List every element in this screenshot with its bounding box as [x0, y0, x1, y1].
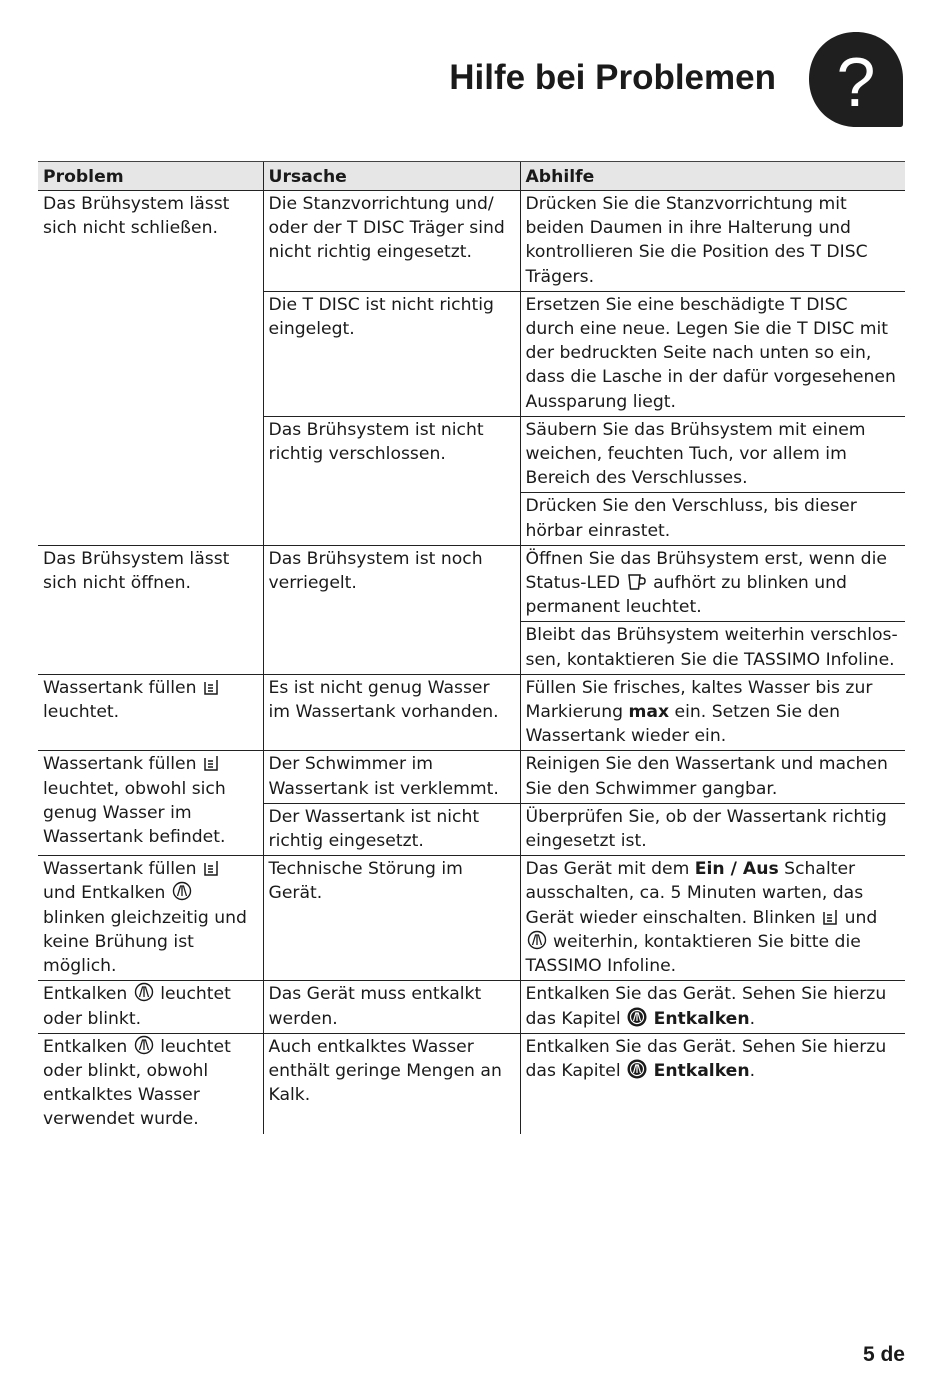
remedy-cell: Überprüfen Sie, ob der Wassertank richtig eingesetzt ist. [520, 803, 905, 855]
problem-text: Wassertank füllen [43, 754, 197, 775]
water-tank-icon [203, 859, 219, 877]
table-row [38, 191, 905, 292]
page-title: Hilfe bei Problemen [449, 58, 776, 97]
remedy-cell: Bleibt das Brühsystem weiterhin verschlos- sen, kontaktieren Sie die TASSIMO Infoline. [520, 622, 905, 674]
cause-cell: Das Brühsystem ist noch verriegelt. [263, 545, 520, 674]
remedy-cell: Säubern Sie das Brühsystem mit einem weichen, feuchten Tuch, vor allem im Bereich des Verschlusses. [520, 416, 905, 493]
remedy-cell [520, 545, 905, 622]
remedy-cell [520, 856, 905, 981]
problem-text: leuchtet oder blinkt. [43, 984, 231, 1029]
cause-cell: Das Brühsystem ist nicht richtig verschlossen. [263, 416, 520, 545]
descale-filled-icon [627, 1007, 647, 1027]
cause-cell: Die Stanzvorrichtung und/ oder der T DISC Träger sind nicht richtig eingesetzt. [263, 191, 520, 292]
header-cause: Ursache [263, 162, 520, 191]
question-badge-symbol: ? [836, 43, 876, 121]
table-row [38, 981, 905, 1033]
cause-cell: Die T DISC ist nicht richtig eingelegt. [263, 291, 520, 416]
remedy-text: ein. Setzen Sie den Wassertank wieder ein. [525, 702, 840, 747]
remedy-text: Füllen Sie frisches, kaltes Wasser bis zur Markierung [525, 677, 873, 723]
remedy-text: weiterhin, kontaktieren Sie bitte die TASSIMO Infoline. [525, 931, 861, 977]
remedy-text: Entkalken Sie das Gerät. Sehen Sie hierzu das Kapitel [525, 1036, 887, 1081]
table-row [38, 674, 905, 751]
problem-text: leuchtet. [43, 702, 120, 723]
remedy-text: aufhört zu blinken und permanent leuchtet. [525, 573, 847, 618]
remedy-emphasis: max [628, 702, 670, 723]
problem-text: Entkalken [43, 984, 128, 1005]
problem-cell [38, 981, 263, 1033]
problem-cell [38, 674, 263, 751]
cause-cell: Technische Störung im Gerät. [263, 856, 520, 981]
cause-cell: Auch entkalktes Wasser enthält geringe Mengen an Kalk. [263, 1033, 520, 1133]
remedy-cell: Reinigen Sie den Wassertank und machen Sie den Schwimmer gangbar. [520, 751, 905, 803]
remedy-cell: Drücken Sie die Stanzvorrichtung mit beiden Daumen in ihre Halterung und kontrollieren Sie die Position des T DISC Trägers. [520, 191, 905, 292]
page-number: 5 de [862, 1343, 905, 1366]
descale-icon [527, 930, 547, 950]
problem-cell [38, 856, 263, 981]
water-tank-icon [203, 754, 219, 772]
remedy-text: und [844, 907, 878, 928]
problem-text: Entkalken [43, 1036, 128, 1057]
problem-cell: Das Brühsystem lässt sich nicht öffnen. [38, 545, 263, 674]
remedy-cell [520, 674, 905, 751]
remedy-cell [520, 1033, 905, 1133]
remedy-cell: Drücken Sie den Verschluss, bis dieser hörbar einrastet. [520, 493, 905, 545]
question-badge-icon [808, 31, 904, 128]
remedy-text: Das Gerät mit dem [525, 859, 690, 880]
remedy-text: Schalter ausschalten, ca. 5 Minuten warten, das Gerät wieder einschalten. Blinken [525, 859, 864, 928]
table-row [38, 545, 905, 622]
cause-cell: Der Schwimmer im Wassertank ist verklemmt. [263, 751, 520, 803]
chapter-reference: Entkalken [653, 1008, 750, 1029]
problem-cell [38, 1033, 263, 1133]
remedy-emphasis: Ein / Aus [694, 859, 779, 880]
table-row [38, 751, 905, 803]
problem-text: Wassertank füllen [43, 859, 197, 880]
water-tank-icon [203, 678, 219, 696]
problem-text: Wassertank füllen [43, 677, 197, 698]
table-header-row [38, 162, 905, 191]
problem-cell: Das Brühsystem lässt sich nicht schließen. [38, 191, 263, 546]
problem-text: leuchtet, obwohl sich genug Wasser im Wassertank befindet. [43, 778, 226, 848]
header-problem: Problem [38, 162, 263, 191]
remedy-cell [520, 981, 905, 1033]
troubleshooting-table [38, 161, 905, 1134]
problem-text: und Entkalken [43, 883, 166, 904]
descale-icon [134, 1035, 154, 1055]
header-remedy: Abhilfe [520, 162, 905, 191]
cause-cell: Das Gerät muss entkalkt werden. [263, 981, 520, 1033]
remedy-cell: Ersetzen Sie eine beschädigte T DISC durch eine neue. Legen Sie die T DISC mit der bedruckten Seite nach unten so ein, dass die Lasche in der dafür vorgesehenen Aussparung liegt. [520, 291, 905, 416]
chapter-reference: Entkalken [653, 1060, 750, 1081]
problem-text: leuchtet oder blinkt, obwohl entkalktes Wasser verwendet wurde. [43, 1036, 231, 1130]
table-row [38, 856, 905, 981]
table-row [38, 1033, 905, 1133]
cup-icon [627, 573, 647, 591]
remedy-text: . [749, 1060, 756, 1081]
descale-filled-icon [627, 1059, 647, 1079]
descale-icon [134, 982, 154, 1002]
problem-cell [38, 751, 263, 856]
remedy-text: Öffnen Sie das Brühsystem erst, wenn die Status-LED [525, 548, 887, 594]
cause-cell: Es ist nicht genug Wasser im Wassertank vorhanden. [263, 674, 520, 751]
remedy-text: . [749, 1008, 756, 1029]
descale-icon [172, 881, 192, 901]
cause-cell: Der Wassertank ist nicht richtig eingesetzt. [263, 803, 520, 855]
problem-text: blinken gleichzeitig und keine Brühung ist möglich. [43, 907, 247, 977]
remedy-text: Entkalken Sie das Gerät. Sehen Sie hierzu das Kapitel [525, 984, 887, 1029]
water-tank-icon [822, 908, 838, 926]
